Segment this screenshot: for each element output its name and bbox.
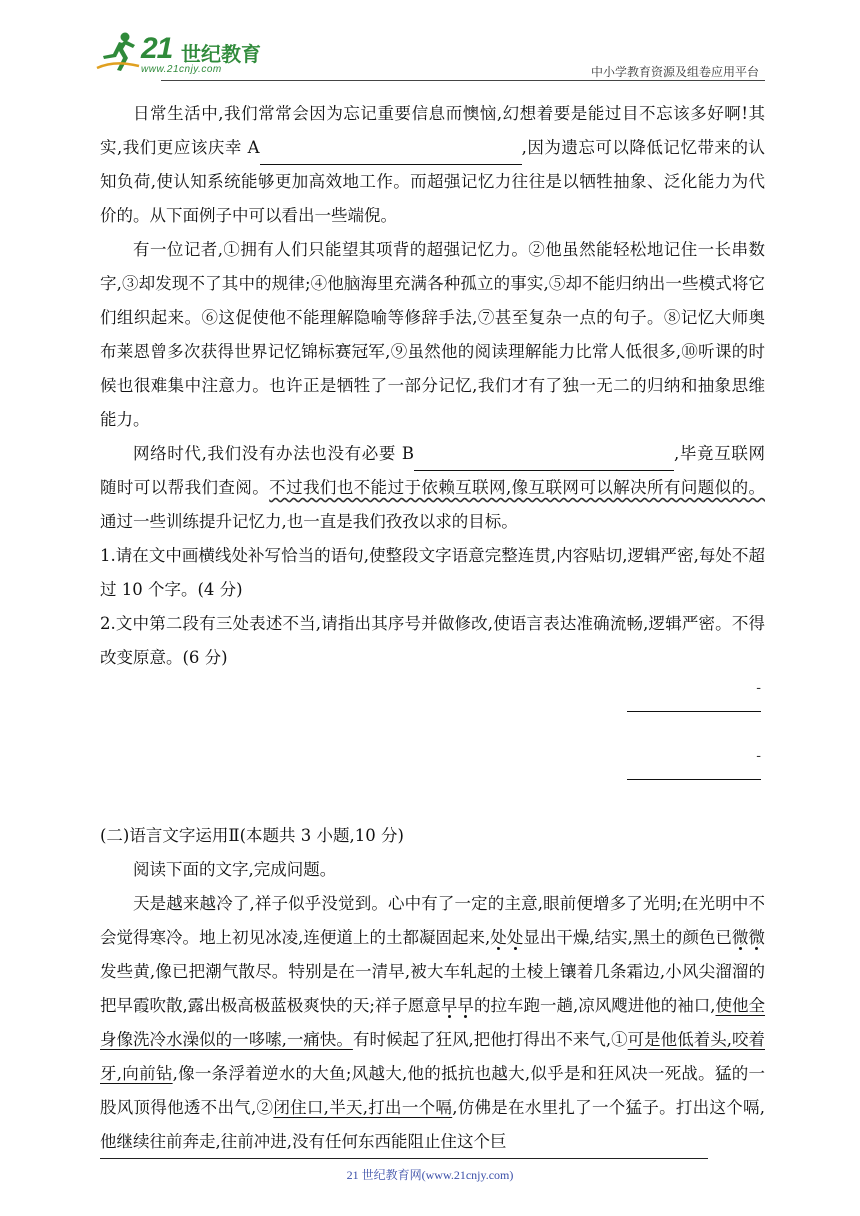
passage-text: 有时候起了狂风,把他打得出不来气,① xyxy=(352,1030,628,1049)
passage-paragraph-1 xyxy=(100,97,765,233)
logo-title: 世纪教育 xyxy=(181,42,261,66)
underlined-phrase: 可是他低着头,咬着牙,向前钻 xyxy=(100,1030,765,1083)
passage-text: ,毕竟互联网随时可以帮我们查阅。 xyxy=(100,444,765,497)
passage-paragraph-4 xyxy=(100,887,765,1159)
passage-paragraph-3 xyxy=(100,437,765,539)
passage-text: ,像一条浮着逆水的大鱼;风越大,他的抵抗也越大,似乎是和狂风决一死战。猛的一股风顶得他透不出气,② xyxy=(100,1064,765,1117)
dotted-char: 微 xyxy=(748,928,766,947)
runner-icon xyxy=(95,30,143,76)
logo-number: 21 xyxy=(141,32,173,65)
dotted-char: 早 xyxy=(457,996,474,1015)
document-body xyxy=(100,97,765,1159)
page-footer[interactable]: 21 世纪教育网(www.21cnjy.com) xyxy=(346,1168,514,1182)
underlined-phrase: 使他全身像洗冷水澡似的一哆嗦,一痛快。 xyxy=(100,996,766,1049)
section-instruction: 阅读下面的文字,完成问题。 xyxy=(133,860,337,879)
answer-line xyxy=(627,779,761,780)
answer-area-2[interactable] xyxy=(100,745,765,809)
footer-divider xyxy=(100,1158,708,1159)
blank-b[interactable] xyxy=(414,448,674,471)
underlined-phrase: 闭住口,半天,打出一个嗝 xyxy=(273,1098,453,1117)
answer-area-1[interactable] xyxy=(100,677,765,741)
passage-text: ,仿佛是在水里扎了一个猛子。打出这个嗝,他继续往前奔走,往前冲进,没有任何东西能阻止住这个巨 xyxy=(100,1098,765,1151)
page-header xyxy=(95,30,765,82)
dotted-char: 早 xyxy=(440,996,458,1015)
answer-line xyxy=(627,711,761,712)
question-2: 2.文中第二段有三处表述不当,请指出其序号并做修改,使语言表达准确流畅,逻辑严密。不得改变原意。(6 分) xyxy=(100,614,765,667)
wavy-underlined-sentence: 不过我们也不能过于依赖互联网,像互联网可以解决所有问题似的。 xyxy=(269,478,766,497)
passage-text: 的拉车跑一趟,凉风飕进他的袖口, xyxy=(473,996,716,1015)
logo-url: www.21cnjy.com xyxy=(141,64,222,75)
passage-text: 通过一些训练提升记忆力,也一直是我们孜孜以求的目标。 xyxy=(100,512,518,531)
passage-text: ,因为遗忘可以降低记忆带来的认知负荷,使认知系统能够更加高效地工作。而超强记忆力往往是以牺牲抽象、泛化能力为代价的。从下面例子中可以看出一些端倪。 xyxy=(100,138,766,225)
passage-text: 网络时代,我们没有办法也没有必要 B xyxy=(133,444,415,463)
answer-mark: - xyxy=(756,748,761,764)
section-title: (二)语言文字运用Ⅱ(本题共 3 小题,10 分) xyxy=(100,826,404,845)
passage-text: 显出干燥,结实,黑土的颜色已 xyxy=(523,928,732,947)
passage-text: 日常生活中,我们常常会因为忘记重要信息而懊恼,幻想着要是能过目不忘该多好啊!其实,我们更应该庆幸 A xyxy=(100,104,765,157)
question-1: 1.请在文中画横线处补写恰当的语句,使整段文字语意完整连贯,内容贴切,逻辑严密,每处不超过 10 个字。(4 分) xyxy=(100,546,765,599)
blank-a[interactable] xyxy=(260,142,522,165)
site-logo[interactable] xyxy=(95,30,265,78)
passage-paragraph-2: 有一位记者,①拥有人们只能望其项背的超强记忆力。②他虽然能轻松地记住一长串数字,③却发现不了其中的规律;④他脑海里充满各种孤立的事实,⑤却不能归纳出一些模式将它们组织起来。⑥这促使他不能理解隐喻等修辞手法,⑦甚至复杂一点的句子。⑧记忆大师奥布莱恩曾多次获得世界记忆锦标赛冠军,⑨虽然他的阅读理解能力比常人低很多,⑩听课的时候也很难集中注意力。也许正是牺牲了一部分记忆,我们才有了独一无二的归纳和抽象思维能力。 xyxy=(100,240,765,429)
platform-name: 中小学教育资源及组卷应用平台 xyxy=(590,65,759,79)
dotted-char: 处 xyxy=(506,928,524,947)
dotted-char: 处 xyxy=(490,928,507,947)
passage-text: 天是越来越冷了,祥子似乎没觉到。心中有了一定的主意,眼前便增多了光明;在光明中不会觉得寒冷。地上初见冰凌,连便道上的土都凝固起来, xyxy=(100,894,765,947)
header-divider xyxy=(161,80,765,81)
answer-mark: - xyxy=(756,680,761,696)
passage-text: 发些黄,像已把潮气散尽。特别是在一清早,被大车轧起的土棱上镶着几条霜边,小风尖溜溜的把早霞吹散,露出极高极蓝极爽快的天;祥子愿意 xyxy=(100,962,765,1015)
dotted-char: 微 xyxy=(732,928,749,947)
